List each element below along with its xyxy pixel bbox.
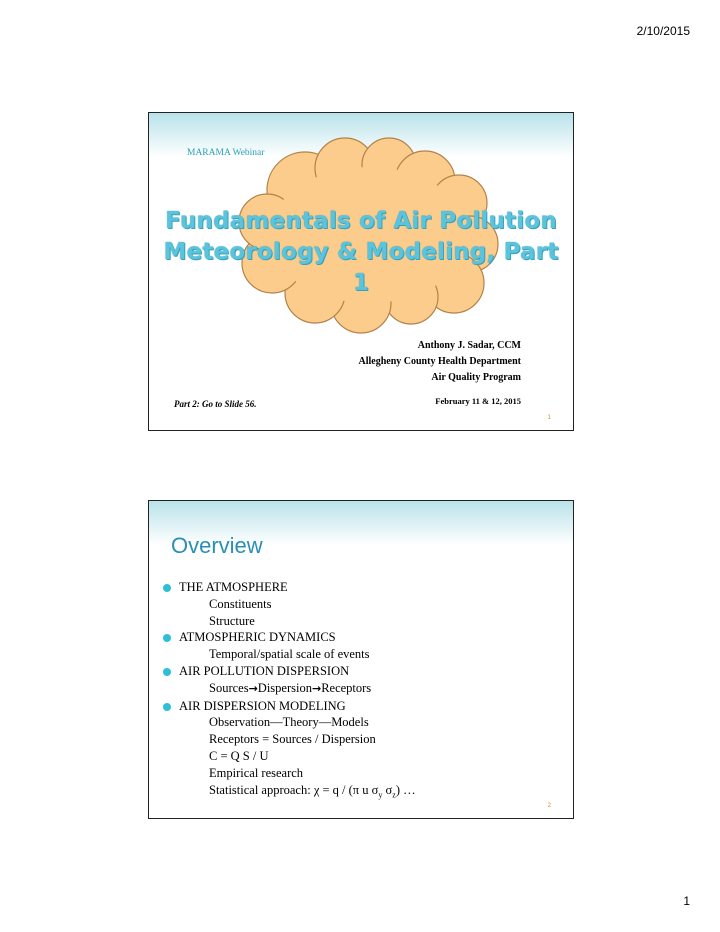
- author-name: Anthony J. Sadar, CCM: [417, 340, 521, 351]
- slide-number: 2: [547, 803, 551, 809]
- formula-text: Statistical approach: χ = q / (π u σ: [209, 782, 379, 797]
- organization: Allegheny County Health Department: [358, 356, 521, 367]
- dispersion-text: Dispersion: [257, 680, 312, 695]
- subscript-z: z: [392, 790, 396, 800]
- receptors-text: Receptors: [321, 680, 372, 695]
- right-arrow-icon: →: [311, 681, 322, 695]
- overview-slide: [148, 500, 574, 819]
- formula-text: ) …: [395, 782, 416, 797]
- author-block: [359, 338, 522, 386]
- subscript-y: y: [378, 790, 383, 800]
- list-item: ATMOSPHERIC DYNAMICS: [163, 629, 416, 646]
- overview-list: [163, 579, 416, 804]
- list-subitem: C = Q S / U: [209, 748, 269, 763]
- list-subitem: Receptors = Sources / Dispersion: [209, 732, 376, 747]
- title-slide: [148, 112, 574, 431]
- list-item: THE ATMOSPHERE: [163, 579, 416, 596]
- page-date: 2/10/2015: [636, 24, 690, 38]
- list-subitem: [163, 680, 416, 698]
- webinar-date: February 11 & 12, 2015: [435, 396, 521, 406]
- sources-text: Sources: [209, 680, 249, 695]
- list-item: AIR POLLUTION DISPERSION: [163, 663, 416, 680]
- title-line-2: Meteorology & Modeling, Part 1: [163, 239, 559, 296]
- page-number: 1: [683, 894, 690, 908]
- list-subitem: Empirical research: [209, 765, 304, 780]
- slide-title: Overview: [171, 533, 263, 558]
- right-arrow-icon: →: [248, 681, 258, 695]
- title-line-1: Fundamentals of Air Pollution: [165, 208, 557, 234]
- list-subitem: Observation—Theory—Models: [209, 715, 369, 730]
- list-item: AIR DISPERSION MODELING: [163, 698, 416, 715]
- list-subitem: [163, 782, 416, 804]
- list-subitem: Constituents: [209, 596, 272, 611]
- slide-title: [157, 206, 565, 299]
- list-subitem: Structure: [209, 613, 255, 628]
- program: Air Quality Program: [431, 372, 521, 383]
- list-subitem: Temporal/spatial scale of events: [209, 647, 370, 662]
- part2-note: Part 2: Go to Slide 56.: [174, 399, 257, 409]
- webinar-label: MARAMA Webinar: [187, 148, 265, 158]
- formula-text: σ: [382, 782, 393, 797]
- slide-number: 1: [547, 415, 551, 421]
